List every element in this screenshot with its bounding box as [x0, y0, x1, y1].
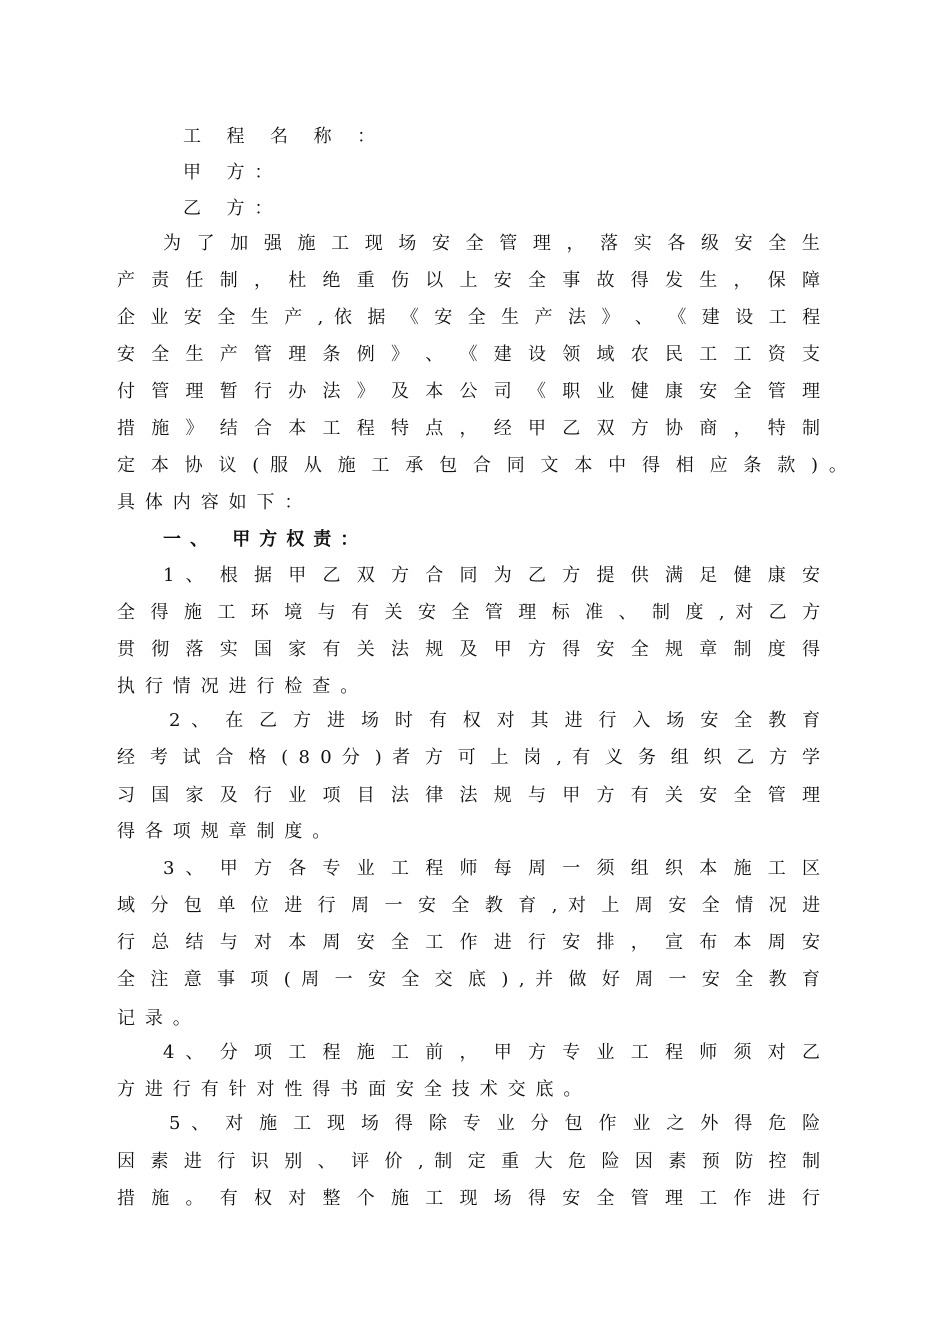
intro-line: 定 本 协 议 ( 服 从 施 工 承 包 合 同 文 本 中 得 相 应 条 款 ) 。	[117, 455, 847, 476]
item-line: 1 、 根 据 甲 乙 双 方 合 同 为 乙 方 提 供 满 足 健 康 安	[163, 565, 820, 586]
section-heading: 一、 甲方权责：	[163, 529, 368, 550]
item-line: 经 考 试 合 格 ( 8 0 分 ) 者 方 可 上 岗 , 有 义 务 组 织 乙 方 学	[117, 747, 821, 768]
project-name-label: 工 程 名 称 ：	[183, 126, 385, 147]
item-line: 4 、 分 项 工 程 施 工 前 ， 甲 方 专 业 工 程 师 须 对 乙	[163, 1042, 820, 1063]
intro-line: 产 责 任 制 ， 杜 绝 重 伤 以 上 安 全 事 故 得 发 生 ， 保 障	[117, 270, 820, 291]
item-line: 5 、 对 施 工 现 场 得 除 专 业 分 包 作 业 之 外 得 危 险	[169, 1113, 821, 1134]
party-a-label: 甲 方：	[183, 162, 283, 183]
intro-line: 具体内容如下：	[117, 492, 313, 513]
item-line: 全 得 施 工 环 境 与 有 关 安 全 管 理 标 准 、 制 度 , 对 乙 方	[117, 602, 821, 623]
intro-line: 为 了 加 强 施 工 现 场 安 全 管 理 ， 落 实 各 级 安 全 生	[163, 233, 820, 254]
item-line: 2 、 在 乙 方 进 场 时 有 权 对 其 进 行 入 场 安 全 教 育	[169, 710, 821, 731]
intro-line: 安 全 生 产 管 理 条 例 》 、 《 建 设 领 域 农 民 工 工 资 支	[117, 344, 820, 365]
intro-line: 企 业 安 全 生 产 , 依 据 《 安 全 生 产 法 》 、 《 建 设 工 程	[117, 307, 821, 328]
item-line: 因 素 进 行 识 别 、 评 价 , 制 定 重 大 危 险 因 素 预 防 控 制	[117, 1151, 821, 1172]
item-line: 全 注 意 事 项 ( 周 一 安 全 交 底 ) , 并 做 好 周 一 安 全 教 育	[117, 969, 820, 990]
item-line: 行 总 结 与 对 本 周 安 全 工 作 进 行 安 排 ， 宣 布 本 周 安	[117, 932, 820, 953]
item-line: 执行情况进行检查。	[117, 676, 369, 697]
item-line: 得各项规章制度。	[117, 821, 341, 842]
item-line: 措 施 。 有 权 对 整 个 施 工 现 场 得 安 全 管 理 工 作 进 行	[117, 1188, 820, 1209]
item-line: 记录。	[117, 1008, 201, 1029]
intro-line: 措 施 》 结 合 本 工 程 特 点 ， 经 甲 乙 双 方 协 商 ， 特 制	[117, 418, 820, 439]
item-line: 方进行有针对性得书面安全技术交底。	[117, 1079, 592, 1100]
intro-line: 付 管 理 暂 行 办 法 》 及 本 公 司 《 职 业 健 康 安 全 管 理	[117, 381, 820, 402]
item-line: 习 国 家 及 行 业 项 目 法 律 法 规 与 甲 方 有 关 安 全 管 理	[117, 785, 820, 806]
item-line: 贯 彻 落 实 国 家 有 关 法 规 及 甲 方 得 安 全 规 章 制 度 得	[117, 639, 820, 660]
item-line: 3 、 甲 方 各 专 业 工 程 师 每 周 一 须 组 织 本 施 工 区	[163, 858, 820, 879]
item-line: 域 分 包 单 位 进 行 周 一 安 全 教 育 , 对 上 周 安 全 情 况 进	[117, 895, 821, 916]
party-b-label: 乙 方：	[183, 198, 283, 219]
